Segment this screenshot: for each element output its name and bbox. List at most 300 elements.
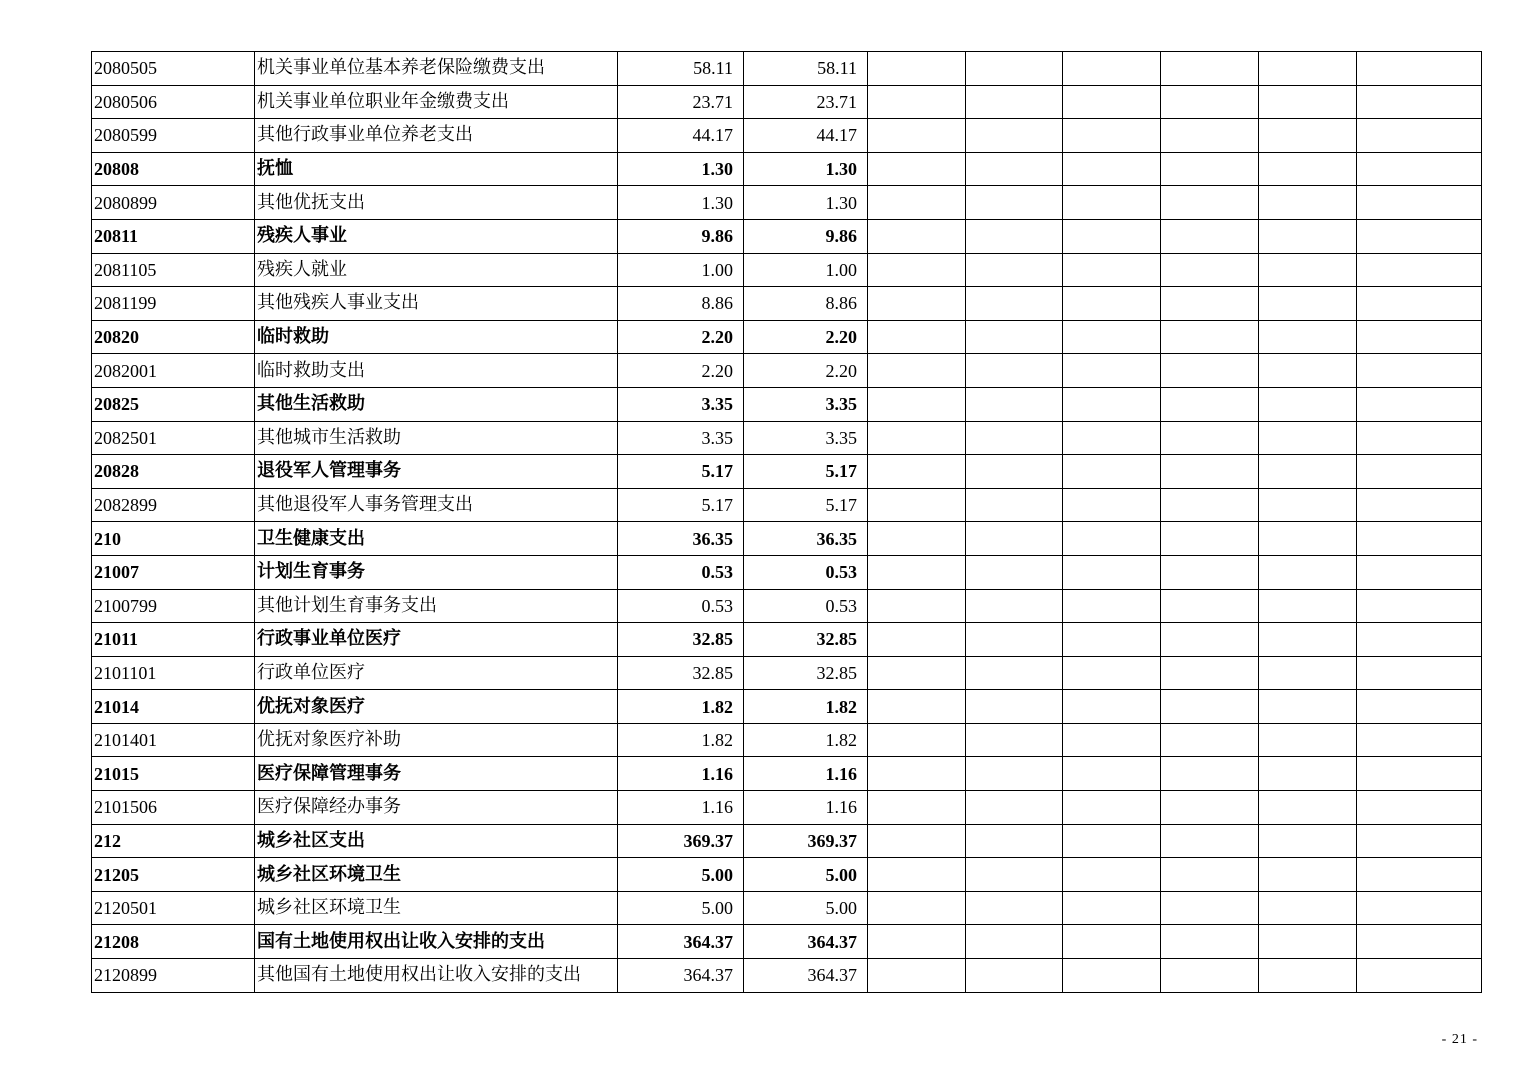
cell-empty — [1063, 253, 1161, 287]
cell-empty — [1259, 455, 1357, 489]
cell-empty — [1063, 85, 1161, 119]
cell-empty — [1161, 959, 1259, 993]
cell-amount-basic: 5.17 — [744, 455, 868, 489]
cell-name: 残疾人就业 — [255, 253, 618, 287]
cell-empty — [966, 757, 1063, 791]
cell-empty — [868, 354, 966, 388]
cell-name: 医疗保障经办事务 — [255, 791, 618, 825]
cell-empty — [1357, 387, 1482, 421]
cell-empty — [1161, 690, 1259, 724]
cell-empty — [966, 522, 1063, 556]
cell-amount-total: 3.35 — [618, 421, 744, 455]
cell-empty — [966, 455, 1063, 489]
cell-empty — [868, 656, 966, 690]
cell-amount-total: 5.00 — [618, 891, 744, 925]
cell-empty — [1063, 152, 1161, 186]
cell-empty — [868, 959, 966, 993]
cell-empty — [868, 119, 966, 153]
cell-empty — [1063, 791, 1161, 825]
cell-amount-basic: 36.35 — [744, 522, 868, 556]
cell-empty — [966, 925, 1063, 959]
cell-amount-total: 32.85 — [618, 623, 744, 657]
table-row — [92, 52, 1482, 86]
cell-empty — [1357, 354, 1482, 388]
cell-name: 卫生健康支出 — [255, 522, 618, 556]
cell-code: 2120899 — [92, 959, 255, 993]
cell-empty — [1063, 387, 1161, 421]
cell-empty — [1259, 690, 1357, 724]
cell-empty — [1063, 320, 1161, 354]
cell-empty — [1161, 219, 1259, 253]
cell-amount-basic: 369.37 — [744, 824, 868, 858]
cell-amount-total: 1.16 — [618, 757, 744, 791]
cell-empty — [1357, 656, 1482, 690]
cell-empty — [1259, 52, 1357, 86]
table-row — [92, 690, 1482, 724]
table-row — [92, 623, 1482, 657]
cell-empty — [868, 757, 966, 791]
cell-code: 2101401 — [92, 723, 255, 757]
table-row — [92, 656, 1482, 690]
cell-amount-total: 8.86 — [618, 287, 744, 321]
cell-empty — [1259, 555, 1357, 589]
cell-empty — [868, 891, 966, 925]
cell-empty — [868, 152, 966, 186]
cell-empty — [1357, 757, 1482, 791]
table-row — [92, 253, 1482, 287]
cell-empty — [1063, 690, 1161, 724]
cell-empty — [1063, 555, 1161, 589]
cell-empty — [1063, 925, 1161, 959]
cell-amount-total: 1.00 — [618, 253, 744, 287]
cell-code: 2080899 — [92, 186, 255, 220]
cell-empty — [1259, 488, 1357, 522]
cell-name: 其他城市生活救助 — [255, 421, 618, 455]
cell-code: 2082899 — [92, 488, 255, 522]
cell-amount-total: 5.00 — [618, 858, 744, 892]
table-row — [92, 589, 1482, 623]
cell-empty — [966, 824, 1063, 858]
cell-amount-basic: 32.85 — [744, 623, 868, 657]
table-row — [92, 522, 1482, 556]
cell-amount-basic: 0.53 — [744, 555, 868, 589]
cell-amount-basic: 9.86 — [744, 219, 868, 253]
cell-amount-total: 364.37 — [618, 925, 744, 959]
cell-empty — [868, 589, 966, 623]
cell-empty — [1161, 791, 1259, 825]
cell-amount-total: 23.71 — [618, 85, 744, 119]
cell-empty — [966, 287, 1063, 321]
cell-amount-total: 5.17 — [618, 455, 744, 489]
cell-empty — [1063, 589, 1161, 623]
cell-empty — [1357, 219, 1482, 253]
cell-amount-basic: 364.37 — [744, 925, 868, 959]
cell-empty — [1259, 85, 1357, 119]
cell-amount-basic: 2.20 — [744, 320, 868, 354]
table-row — [92, 555, 1482, 589]
cell-empty — [966, 555, 1063, 589]
cell-code: 21014 — [92, 690, 255, 724]
cell-amount-total: 58.11 — [618, 52, 744, 86]
cell-name: 城乡社区环境卫生 — [255, 891, 618, 925]
cell-empty — [1357, 858, 1482, 892]
cell-amount-total: 1.82 — [618, 723, 744, 757]
cell-empty — [1161, 287, 1259, 321]
cell-amount-total: 32.85 — [618, 656, 744, 690]
cell-name: 城乡社区支出 — [255, 824, 618, 858]
cell-empty — [966, 589, 1063, 623]
cell-code: 2080506 — [92, 85, 255, 119]
cell-empty — [868, 791, 966, 825]
cell-empty — [966, 723, 1063, 757]
cell-empty — [1259, 152, 1357, 186]
table-row — [92, 119, 1482, 153]
cell-empty — [1063, 119, 1161, 153]
cell-code: 2081199 — [92, 287, 255, 321]
table-row — [92, 757, 1482, 791]
table-row — [92, 824, 1482, 858]
cell-code: 20820 — [92, 320, 255, 354]
table-row — [92, 455, 1482, 489]
cell-empty — [1259, 186, 1357, 220]
cell-empty — [1357, 723, 1482, 757]
cell-empty — [1259, 891, 1357, 925]
table-row — [92, 219, 1482, 253]
cell-empty — [1357, 85, 1482, 119]
cell-code: 2080505 — [92, 52, 255, 86]
table-row — [92, 421, 1482, 455]
cell-empty — [1161, 656, 1259, 690]
cell-code: 21205 — [92, 858, 255, 892]
cell-empty — [868, 387, 966, 421]
cell-empty — [1357, 690, 1482, 724]
cell-empty — [1063, 488, 1161, 522]
cell-empty — [1357, 119, 1482, 153]
table-row — [92, 959, 1482, 993]
cell-empty — [1357, 287, 1482, 321]
cell-code: 212 — [92, 824, 255, 858]
cell-empty — [1259, 623, 1357, 657]
cell-empty — [1161, 589, 1259, 623]
cell-empty — [966, 690, 1063, 724]
cell-empty — [966, 623, 1063, 657]
cell-empty — [1357, 421, 1482, 455]
cell-amount-basic: 1.30 — [744, 186, 868, 220]
cell-empty — [1357, 522, 1482, 556]
cell-empty — [1259, 824, 1357, 858]
table-row — [92, 858, 1482, 892]
cell-empty — [1161, 320, 1259, 354]
cell-empty — [1357, 791, 1482, 825]
cell-amount-basic: 3.35 — [744, 387, 868, 421]
cell-empty — [966, 488, 1063, 522]
cell-code: 21007 — [92, 555, 255, 589]
cell-amount-basic: 1.16 — [744, 757, 868, 791]
cell-empty — [1259, 522, 1357, 556]
cell-amount-total: 1.30 — [618, 186, 744, 220]
cell-amount-total: 364.37 — [618, 959, 744, 993]
cell-amount-total: 1.16 — [618, 791, 744, 825]
table-row — [92, 85, 1482, 119]
cell-amount-total: 44.17 — [618, 119, 744, 153]
cell-empty — [868, 287, 966, 321]
cell-empty — [1161, 119, 1259, 153]
cell-empty — [1259, 858, 1357, 892]
cell-code: 20808 — [92, 152, 255, 186]
cell-amount-basic: 1.00 — [744, 253, 868, 287]
cell-empty — [1357, 253, 1482, 287]
cell-empty — [966, 354, 1063, 388]
cell-empty — [1357, 152, 1482, 186]
cell-name: 优抚对象医疗补助 — [255, 723, 618, 757]
cell-amount-basic: 0.53 — [744, 589, 868, 623]
cell-name: 退役军人管理事务 — [255, 455, 618, 489]
cell-name: 残疾人事业 — [255, 219, 618, 253]
cell-name: 其他计划生育事务支出 — [255, 589, 618, 623]
cell-name: 其他生活救助 — [255, 387, 618, 421]
cell-empty — [1063, 757, 1161, 791]
cell-name: 行政单位医疗 — [255, 656, 618, 690]
cell-name: 医疗保障管理事务 — [255, 757, 618, 791]
cell-amount-total: 36.35 — [618, 522, 744, 556]
cell-empty — [1161, 757, 1259, 791]
cell-empty — [868, 623, 966, 657]
cell-code: 2101101 — [92, 656, 255, 690]
cell-empty — [966, 119, 1063, 153]
cell-empty — [966, 253, 1063, 287]
cell-code: 21015 — [92, 757, 255, 791]
cell-empty — [1161, 186, 1259, 220]
cell-empty — [1063, 623, 1161, 657]
cell-empty — [868, 690, 966, 724]
cell-code: 2081105 — [92, 253, 255, 287]
cell-empty — [1161, 152, 1259, 186]
table-row — [92, 186, 1482, 220]
cell-empty — [966, 791, 1063, 825]
cell-name: 其他行政事业单位养老支出 — [255, 119, 618, 153]
cell-empty — [868, 824, 966, 858]
cell-empty — [1063, 656, 1161, 690]
cell-empty — [1259, 589, 1357, 623]
cell-empty — [1357, 52, 1482, 86]
cell-name: 城乡社区环境卫生 — [255, 858, 618, 892]
cell-name: 计划生育事务 — [255, 555, 618, 589]
cell-code: 21011 — [92, 623, 255, 657]
cell-empty — [1357, 959, 1482, 993]
cell-name: 临时救助支出 — [255, 354, 618, 388]
cell-empty — [1259, 320, 1357, 354]
cell-name: 行政事业单位医疗 — [255, 623, 618, 657]
cell-empty — [966, 656, 1063, 690]
cell-name: 优抚对象医疗 — [255, 690, 618, 724]
cell-empty — [1357, 925, 1482, 959]
cell-empty — [1357, 186, 1482, 220]
cell-code: 20828 — [92, 455, 255, 489]
cell-empty — [1063, 959, 1161, 993]
cell-amount-total: 0.53 — [618, 589, 744, 623]
cell-empty — [1063, 824, 1161, 858]
table-row — [92, 791, 1482, 825]
cell-empty — [1357, 320, 1482, 354]
cell-amount-total: 1.82 — [618, 690, 744, 724]
cell-empty — [868, 455, 966, 489]
cell-empty — [1259, 925, 1357, 959]
cell-code: 2082501 — [92, 421, 255, 455]
cell-empty — [868, 488, 966, 522]
cell-empty — [1063, 723, 1161, 757]
cell-empty — [1357, 824, 1482, 858]
table-row — [92, 354, 1482, 388]
cell-amount-total: 5.17 — [618, 488, 744, 522]
cell-amount-basic: 364.37 — [744, 959, 868, 993]
cell-empty — [868, 52, 966, 86]
cell-empty — [966, 320, 1063, 354]
cell-empty — [966, 186, 1063, 220]
cell-empty — [1063, 858, 1161, 892]
cell-amount-total: 2.20 — [618, 320, 744, 354]
cell-amount-total: 369.37 — [618, 824, 744, 858]
table-row — [92, 387, 1482, 421]
cell-code: 2082001 — [92, 354, 255, 388]
cell-empty — [868, 320, 966, 354]
cell-amount-basic: 1.82 — [744, 723, 868, 757]
table-row — [92, 723, 1482, 757]
cell-empty — [966, 858, 1063, 892]
cell-empty — [1259, 656, 1357, 690]
cell-amount-total: 3.35 — [618, 387, 744, 421]
cell-empty — [1161, 85, 1259, 119]
cell-code: 2100799 — [92, 589, 255, 623]
cell-empty — [1161, 891, 1259, 925]
cell-code: 21208 — [92, 925, 255, 959]
cell-amount-basic: 2.20 — [744, 354, 868, 388]
cell-empty — [966, 152, 1063, 186]
cell-empty — [966, 421, 1063, 455]
cell-empty — [1259, 354, 1357, 388]
cell-name: 机关事业单位职业年金缴费支出 — [255, 85, 618, 119]
cell-empty — [868, 723, 966, 757]
cell-amount-basic: 1.16 — [744, 791, 868, 825]
cell-empty — [1161, 488, 1259, 522]
cell-empty — [868, 522, 966, 556]
cell-empty — [1161, 723, 1259, 757]
cell-amount-total: 1.30 — [618, 152, 744, 186]
cell-amount-basic: 5.00 — [744, 891, 868, 925]
cell-empty — [1259, 757, 1357, 791]
cell-empty — [1161, 421, 1259, 455]
table-row — [92, 152, 1482, 186]
budget-table — [91, 51, 1482, 993]
cell-empty — [1063, 522, 1161, 556]
cell-empty — [1161, 354, 1259, 388]
cell-empty — [966, 387, 1063, 421]
cell-name: 国有土地使用权出让收入安排的支出 — [255, 925, 618, 959]
cell-empty — [1161, 455, 1259, 489]
cell-name: 临时救助 — [255, 320, 618, 354]
cell-empty — [1161, 623, 1259, 657]
cell-empty — [1063, 186, 1161, 220]
cell-empty — [1259, 119, 1357, 153]
cell-amount-basic: 5.17 — [744, 488, 868, 522]
cell-empty — [1161, 555, 1259, 589]
cell-code: 2080599 — [92, 119, 255, 153]
cell-empty — [966, 219, 1063, 253]
cell-empty — [966, 85, 1063, 119]
cell-empty — [1063, 287, 1161, 321]
table-row — [92, 287, 1482, 321]
cell-empty — [1259, 253, 1357, 287]
cell-empty — [966, 959, 1063, 993]
cell-empty — [1063, 219, 1161, 253]
cell-empty — [868, 186, 966, 220]
cell-empty — [1161, 522, 1259, 556]
cell-empty — [868, 253, 966, 287]
page-number: - 21 - — [1441, 1032, 1478, 1047]
cell-empty — [1063, 891, 1161, 925]
cell-empty — [1259, 791, 1357, 825]
cell-name: 其他退役军人事务管理支出 — [255, 488, 618, 522]
cell-empty — [868, 858, 966, 892]
cell-amount-basic: 58.11 — [744, 52, 868, 86]
table-row — [92, 891, 1482, 925]
cell-amount-basic: 8.86 — [744, 287, 868, 321]
cell-empty — [1259, 959, 1357, 993]
cell-empty — [1357, 455, 1482, 489]
table-body — [92, 52, 1482, 993]
cell-amount-basic: 32.85 — [744, 656, 868, 690]
cell-empty — [966, 52, 1063, 86]
cell-empty — [1161, 52, 1259, 86]
cell-empty — [1161, 858, 1259, 892]
cell-empty — [868, 555, 966, 589]
cell-empty — [966, 891, 1063, 925]
cell-name: 其他优抚支出 — [255, 186, 618, 220]
cell-code: 20811 — [92, 219, 255, 253]
cell-empty — [868, 219, 966, 253]
cell-amount-basic: 1.30 — [744, 152, 868, 186]
cell-amount-total: 9.86 — [618, 219, 744, 253]
cell-empty — [868, 85, 966, 119]
cell-amount-total: 0.53 — [618, 555, 744, 589]
cell-empty — [1161, 824, 1259, 858]
cell-empty — [1063, 421, 1161, 455]
cell-name: 抚恤 — [255, 152, 618, 186]
cell-name: 机关事业单位基本养老保险缴费支出 — [255, 52, 618, 86]
cell-empty — [1357, 589, 1482, 623]
cell-code: 210 — [92, 522, 255, 556]
cell-empty — [1063, 354, 1161, 388]
cell-amount-basic: 5.00 — [744, 858, 868, 892]
cell-code: 2120501 — [92, 891, 255, 925]
table-row — [92, 488, 1482, 522]
cell-empty — [1357, 488, 1482, 522]
cell-name: 其他国有土地使用权出让收入安排的支出 — [255, 959, 618, 993]
cell-empty — [1259, 421, 1357, 455]
cell-empty — [868, 421, 966, 455]
cell-empty — [1063, 455, 1161, 489]
cell-code: 2101506 — [92, 791, 255, 825]
cell-empty — [1259, 219, 1357, 253]
cell-empty — [1063, 52, 1161, 86]
cell-empty — [1161, 925, 1259, 959]
table-row — [92, 320, 1482, 354]
cell-amount-basic: 1.82 — [744, 690, 868, 724]
table-row — [92, 925, 1482, 959]
cell-amount-total: 2.20 — [618, 354, 744, 388]
cell-empty — [868, 925, 966, 959]
cell-empty — [1357, 891, 1482, 925]
cell-code: 20825 — [92, 387, 255, 421]
